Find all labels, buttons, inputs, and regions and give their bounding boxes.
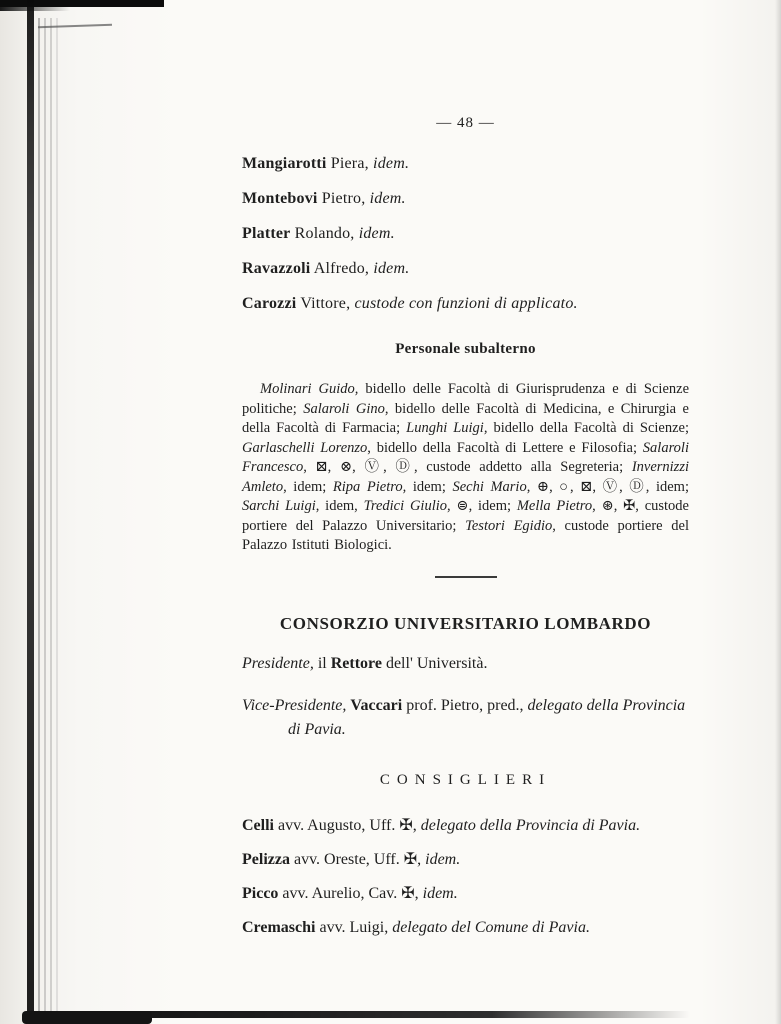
scan-artifact-page-edge-line: [50, 18, 52, 1016]
section-title-consorzio: CONSORZIO UNIVERSITARIO LOMBARDO: [279, 613, 652, 633]
personnel-entry: Carozzi Vittore, custode con funzioni di applicato.: [242, 295, 578, 312]
page-number: — 48 —: [436, 115, 495, 131]
consigliere-entry: Celli avv. Augusto, Uff. ✠, delegato della Provincia di Pavia.: [242, 816, 641, 834]
personnel-entry: Ravazzoli Alfredo, idem.: [242, 260, 410, 277]
scan-artifact-bottom-left-corner: [22, 1011, 152, 1024]
personale-subalterno-paragraph: Molinari Guido, bidello delle Facoltà di Giurisprudenza e di Scienze politiche; Salaroli Gino, bidello delle Facoltà di Medicina, e Chirurgia e della Facoltà di Farmacia; Lunghi Luigi, bidello della Facoltà di Scienze; Garlaschelli Lorenzo, bidello della Facoltà di Lettere e Filosofia; Salaroli Francesco, ⊠, ⊗, Ⓥ, Ⓓ, custode addetto alla Segreteria; Invernizzi Amleto, idem; Ripa Pietro, idem; Sechi Mario, ⊕, ○, ⊠, Ⓥ, Ⓓ, idem; Sarchi Luigi, idem, Tredici Giulio, ⊜, idem; Mella Pietro, ⊛, ✠, custode portiere del Palazzo Universitario; Testori Egidio, custode portiere del Palazzo Istituti Biologici.: [242, 381, 690, 553]
divider-rule: [435, 576, 497, 578]
scan-artifact-page-edge-line: [56, 18, 58, 1016]
personnel-entry: Platter Rolando, idem.: [242, 225, 395, 242]
scan-artifact-top-bar: [0, 0, 164, 7]
vice-presidente-line: Vice-Presidente, Vaccari prof. Pietro, pred., delegato della Provincia di Pavia.: [242, 696, 686, 738]
scan-artifact-page-edge-line: [44, 18, 46, 1016]
consigliere-entry: Cremaschi avv. Luigi, delegato del Comune di Pavia.: [242, 918, 590, 936]
page-content: [242, 115, 689, 949]
scan-artifact-top-bar-fade: [0, 7, 70, 11]
section-title-consiglieri: CONSIGLIERI: [379, 771, 552, 788]
personnel-entry: Mangiarotti Piera, idem.: [242, 155, 410, 172]
consigliere-entry: Pelizza avv. Oreste, Uff. ✠, idem.: [242, 850, 461, 868]
personnel-entry: Montebovi Pietro, idem.: [242, 190, 406, 207]
scan-artifact-page-edge-line: [38, 18, 40, 1016]
scan-artifact-book-spine: [27, 0, 34, 1024]
consigliere-entry: Picco avv. Aurelio, Cav. ✠, idem.: [242, 884, 458, 902]
presidente-line: Presidente, il Rettore dell' Università.: [242, 654, 488, 672]
section-title-personale-subalterno: Personale subalterno: [395, 341, 536, 357]
scan-artifact-right-shade: [775, 0, 781, 1024]
